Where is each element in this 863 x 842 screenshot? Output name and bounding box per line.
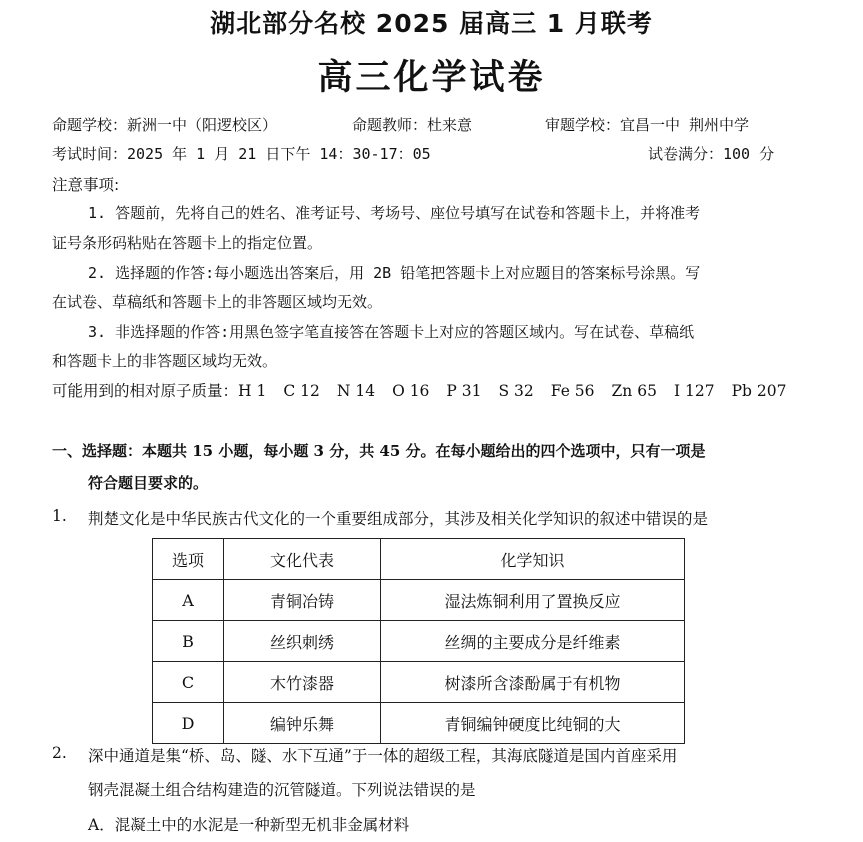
note-2-line-1: 2. 选择题的作答:每小题选出答案后，用 2B 铅笔把答题卡上对应题目的答案标号涂黑。写 <box>88 264 701 282</box>
review-school: 审题学校：宜昌一中 荆州中学 <box>545 116 750 134</box>
atomic-mass-item: H 1 <box>238 382 267 400</box>
notes-heading: 注意事项: <box>52 176 120 194</box>
question-2-option-a: A．混凝土中的水泥是一种新型无机非金属材料 <box>88 816 410 834</box>
table-row <box>153 621 685 662</box>
note-3-line-2: 和答题卡上的非答题区域均无效。 <box>52 352 278 370</box>
exam-time: 考试时间：2025 年 1 月 21 日下午 14：30-17：05 <box>52 145 431 163</box>
atomic-mass-item: Zn 65 <box>611 382 657 400</box>
section-1-heading: 一、选择题：本题共 15 小题，每小题 3 分，共 45 分。在每小题给出的四个选项中，只有一项是 <box>52 442 706 460</box>
table-cell-culture: 编钟乐舞 <box>224 703 381 744</box>
question-2-number: 2. <box>52 744 67 762</box>
question-1-stem: 荆楚文化是中华民族古代文化的一个重要组成部分，其涉及相关化学知识的叙述中错误的是 <box>88 510 709 528</box>
table-cell-culture: 丝织刺绣 <box>224 621 381 662</box>
atomic-masses-list <box>238 382 803 400</box>
table-cell-knowledge: 丝绸的主要成分是纤维素 <box>381 621 685 662</box>
table-header-knowledge: 化学知识 <box>381 539 685 580</box>
note-1-line-2: 证号条形码粘贴在答题卡上的指定位置。 <box>52 234 323 252</box>
table-cell-culture: 木竹漆器 <box>224 662 381 703</box>
question-1-number: 1. <box>52 507 67 525</box>
proposer-school: 命题学校：新洲一中（阳逻校区） <box>52 116 278 134</box>
note-1-line-1: 1. 答题前，先将自己的姓名、准考证号、考场号、座位号填写在试卷和答题卡上，并将准考 <box>88 204 701 222</box>
note-2-line-2: 在试卷、草稿纸和答题卡上的非答题区域均无效。 <box>52 293 383 311</box>
atomic-mass-item: O 16 <box>392 382 430 400</box>
table-row <box>153 580 685 621</box>
table-header-culture: 文化代表 <box>224 539 381 580</box>
atomic-mass-item: N 14 <box>336 382 376 400</box>
question-2-stem-line-2: 钢壳混凝土组合结构建造的沉管隧道。下列说法错误的是 <box>88 781 476 799</box>
atomic-mass-item: Fe 56 <box>550 382 595 400</box>
section-1-heading-cont: 符合题目要求的。 <box>88 474 209 492</box>
exam-title: 湖北部分名校 2025 届高三 1 月联考 <box>210 9 653 38</box>
question-2-stem-line-1: 深中通道是集“桥、岛、隧、水下互通”于一体的超级工程，其海底隧道是国内首座采用 <box>88 747 678 765</box>
table-cell-culture: 青铜冶铸 <box>224 580 381 621</box>
atomic-mass-item: C 12 <box>283 382 320 400</box>
table-cell-option: A <box>153 580 224 621</box>
full-score: 试卷满分：100 分 <box>648 145 775 163</box>
atomic-mass-item: I 127 <box>673 382 715 400</box>
table-header-row <box>153 539 685 580</box>
atomic-masses <box>52 379 803 401</box>
table-cell-option: D <box>153 703 224 744</box>
proposer-teacher: 命题教师：杜来意 <box>352 116 473 134</box>
atomic-mass-item: S 32 <box>498 382 534 400</box>
note-3-line-1: 3. 非选择题的作答:用黑色签字笔直接答在答题卡上对应的答题区域内。写在试卷、草稿纸 <box>88 323 695 341</box>
table-cell-option: B <box>153 621 224 662</box>
table-cell-knowledge: 青铜编钟硬度比纯铜的大 <box>381 703 685 744</box>
table-cell-knowledge: 湿法炼铜利用了置换反应 <box>381 580 685 621</box>
table-cell-knowledge: 树漆所含漆酚属于有机物 <box>381 662 685 703</box>
table-row <box>153 703 685 744</box>
table-cell-option: C <box>153 662 224 703</box>
table-header-option: 选项 <box>153 539 224 580</box>
atomic-mass-item: Pb 207 <box>731 382 787 400</box>
atomic-mass-item: P 31 <box>446 382 482 400</box>
paper-subtitle: 高三化学试卷 <box>317 58 546 98</box>
question-1-table <box>152 538 685 744</box>
atomic-masses-label: 可能用到的相对原子质量： <box>52 382 239 400</box>
table-row <box>153 662 685 703</box>
